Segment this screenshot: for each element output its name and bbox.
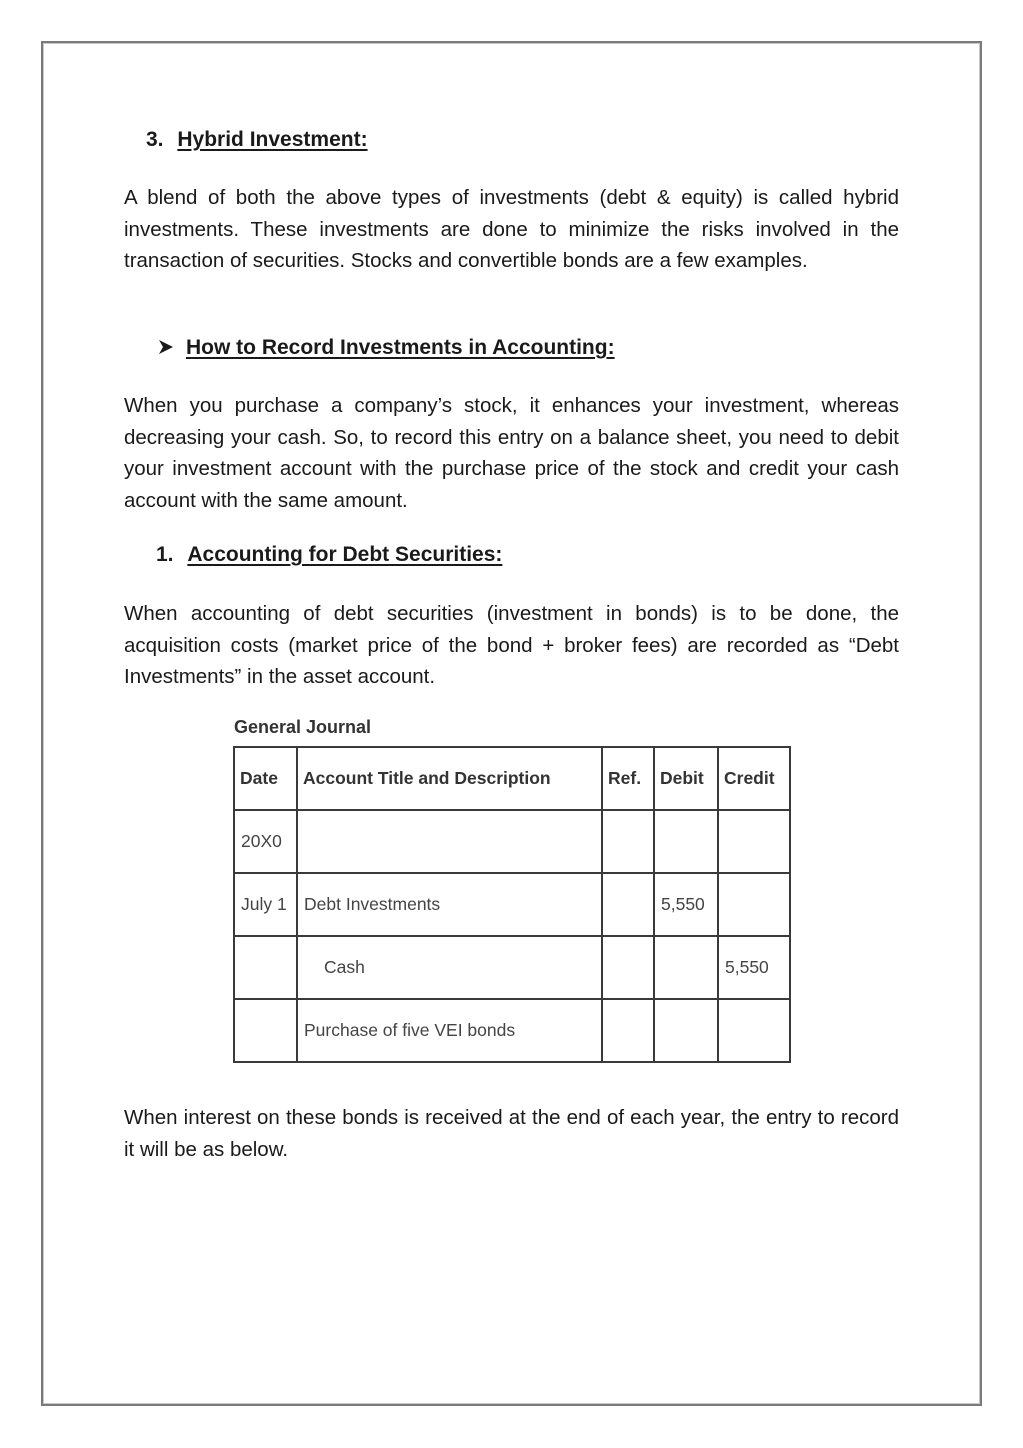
paragraph-closing: When interest on these bonds is received at the end of each year, the entry to record it will be as below. <box>124 1106 899 1161</box>
heading-title: How to Record Investments in Accounting: <box>186 336 615 359</box>
cell-date: 20X0 <box>234 810 297 873</box>
column-header: Ref. <box>602 747 654 810</box>
cell-debit <box>654 810 718 873</box>
heading-hybrid-investment <box>146 128 368 152</box>
cell-ref <box>602 810 654 873</box>
journal-table <box>233 746 791 1063</box>
cell-credit <box>718 873 790 936</box>
cell-credit <box>718 810 790 873</box>
column-header: Credit <box>718 747 790 810</box>
cell-account: Cash <box>297 936 602 999</box>
cell-debit: 5,550 <box>654 873 718 936</box>
heading-title: Accounting for Debt Securities: <box>187 543 503 566</box>
general-journal <box>233 717 793 1063</box>
heading-number: 3. <box>146 128 164 151</box>
cell-date <box>234 999 297 1062</box>
cell-ref <box>602 873 654 936</box>
table-header-row <box>234 747 790 810</box>
heading-number: 1. <box>156 543 174 566</box>
table-row <box>234 873 790 936</box>
journal-title: General Journal <box>234 717 372 737</box>
cell-debit <box>654 936 718 999</box>
column-header: Debit <box>654 747 718 810</box>
cell-ref <box>602 999 654 1062</box>
cell-date: July 1 <box>234 873 297 936</box>
column-header: Date <box>234 747 297 810</box>
cell-debit <box>654 999 718 1062</box>
heading-title: Hybrid Investment: <box>177 128 368 151</box>
heading-how-to-record <box>158 336 615 360</box>
cell-ref <box>602 936 654 999</box>
cell-account <box>297 810 602 873</box>
table-row <box>234 999 790 1062</box>
heading-debt-securities <box>156 543 502 567</box>
column-header: Account Title and Description <box>297 747 602 810</box>
table-row <box>234 936 790 999</box>
paragraph-debt: When accounting of debt securities (investment in bonds) is to be done, the acquisition costs (market price of the bond + broker fees) are recorded as “Debt Investments” in the asset account. <box>124 602 899 688</box>
table-row <box>234 810 790 873</box>
paragraph-hybrid: A blend of both the above types of investments (debt & equity) is called hybrid investments. These investments are done to minimize the risks involved in the transaction of securities. Stocks and convertible bonds are a few examples. <box>124 186 899 272</box>
cell-account: Debt Investments <box>297 873 602 936</box>
cell-credit <box>718 999 790 1062</box>
cell-credit: 5,550 <box>718 936 790 999</box>
paragraph-record: When you purchase a company’s stock, it enhances your investment, whereas decreasing your cash. So, to record this entry on a balance sheet, you need to debit your investment account with the purchase price of the stock and credit your cash account with the same amount. <box>124 394 899 512</box>
cell-account: Purchase of five VEI bonds <box>297 999 602 1062</box>
arrow-bullet-icon <box>158 337 174 353</box>
cell-date <box>234 936 297 999</box>
